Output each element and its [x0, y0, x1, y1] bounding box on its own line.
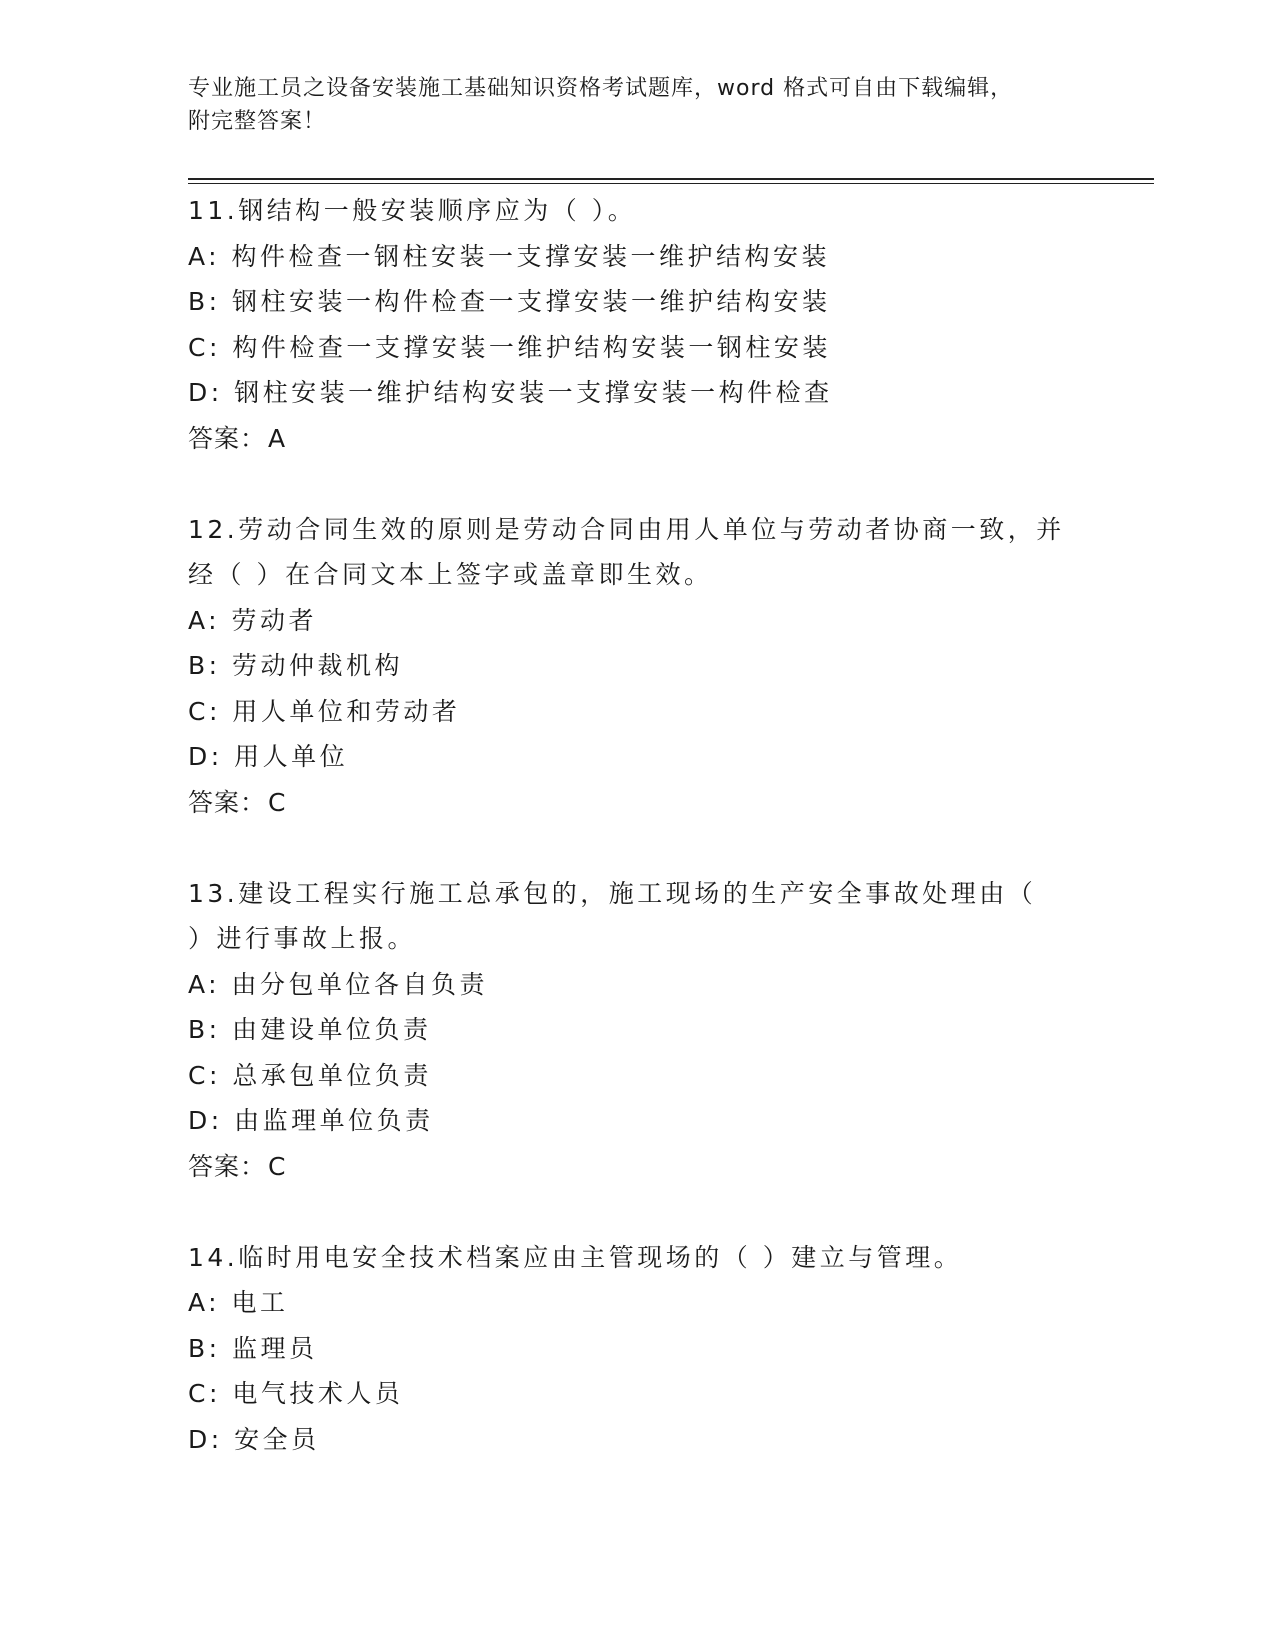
- header-divider-thin: [188, 183, 1154, 184]
- answer-value: A: [268, 423, 287, 453]
- answer-line: [188, 416, 1088, 462]
- spacer: [188, 825, 1088, 871]
- question-stem: 14.临时用电安全技术档案应由主管现场的（ ）建立与管理。: [188, 1242, 963, 1272]
- option-c: C: 总承包单位负责: [188, 1060, 432, 1090]
- question-14: [188, 1235, 1088, 1463]
- question-list: [188, 188, 1088, 1462]
- question-stem: 11.钢结构一般安装顺序应为（ ）。: [188, 196, 637, 225]
- document-header: [188, 72, 1088, 138]
- option-b: B: 劳动仲裁机构: [188, 651, 404, 680]
- option-a: A: 劳动者: [188, 605, 318, 635]
- option-b: B: 由建设单位负责: [188, 1015, 432, 1044]
- option-b: B: 监理员: [188, 1333, 318, 1363]
- option-d: D: 钢柱安装一维护结构安装一支撑安装一构件检查: [188, 378, 833, 407]
- answer-line: [188, 780, 1088, 826]
- option-d: D: 安全员: [188, 1424, 320, 1454]
- question-13: [188, 871, 1088, 1190]
- answer-line: [188, 1144, 1088, 1190]
- option-c: C: 电气技术人员: [188, 1379, 404, 1408]
- question-12: [188, 507, 1088, 826]
- header-divider-thick: [188, 178, 1154, 180]
- option-c: C: 构件检查一支撑安装一维护结构安装一钢柱安装: [188, 332, 831, 362]
- spacer: [188, 1189, 1088, 1235]
- question-11: [188, 188, 1088, 461]
- option-a: A: 构件检查一钢柱安装一支撑安装一维护结构安装: [188, 241, 831, 271]
- option-d: D: 由监理单位负责: [188, 1106, 434, 1135]
- option-b: B: 钢柱安装一构件检查一支撑安装一维护结构安装: [188, 287, 831, 316]
- question-stem-line-1: 12.劳动合同生效的原则是劳动合同由用人单位与劳动者协商一致，并: [188, 514, 1065, 544]
- answer-label: 答案：: [188, 787, 267, 817]
- question-stem-line-1: 13.建设工程实行施工总承包的，施工现场的生产安全事故处理由（: [188, 878, 1037, 908]
- option-a: A: 由分包单位各自负责: [188, 969, 489, 999]
- option-a: A: 电工: [188, 1288, 289, 1317]
- answer-label: 答案：: [188, 423, 267, 453]
- answer-value: C: [268, 787, 287, 817]
- answer-value: C: [268, 1151, 287, 1181]
- question-stem-line-2: ）进行事故上报。: [188, 924, 417, 953]
- header-line-2: 附完整答案！: [188, 109, 327, 134]
- spacer: [188, 461, 1088, 507]
- option-c: C: 用人单位和劳动者: [188, 696, 461, 726]
- answer-label: 答案：: [188, 1151, 267, 1181]
- header-line-1: 专业施工员之设备安装施工基础知识资格考试题库，word 格式可自由下载编辑，: [188, 76, 1014, 101]
- option-d: D: 用人单位: [188, 742, 349, 771]
- question-stem-line-2: 经（ ）在合同文本上签字或盖章即生效。: [188, 560, 713, 589]
